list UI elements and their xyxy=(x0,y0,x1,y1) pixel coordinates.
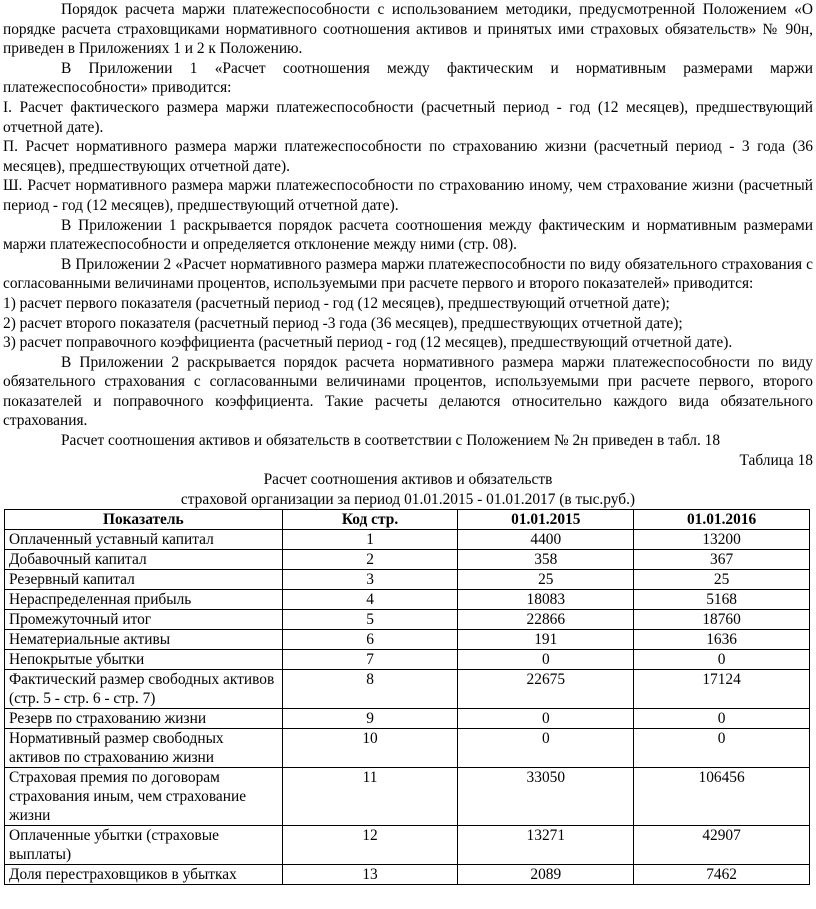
cell-indicator: Нематериальные активы xyxy=(5,630,283,650)
table-row xyxy=(5,610,810,630)
cell-2015: 358 xyxy=(458,550,634,570)
table-row xyxy=(5,590,810,610)
header-indicator: Показатель xyxy=(5,510,283,530)
cell-indicator: Фактический размер свободных активов (стр. 5 - стр. 6 - стр. 7) xyxy=(5,670,283,709)
cell-indicator: Доля перестраховщиков в убытках xyxy=(5,865,283,885)
cell-2015: 0 xyxy=(458,709,634,729)
paragraph-list-2: 2) расчет второго показателя (расчетный период -3 года (36 месяцев), предшествующих отчетной дате); xyxy=(3,314,683,332)
cell-2015: 0 xyxy=(458,650,634,670)
cell-2015: 13271 xyxy=(458,826,634,865)
table-row xyxy=(5,530,810,550)
table-row xyxy=(5,826,810,865)
cell-2015: 18083 xyxy=(458,590,634,610)
table-row xyxy=(5,550,810,570)
cell-2015: 25 xyxy=(458,570,634,590)
cell-indicator: Резерв по страхованию жизни xyxy=(5,709,283,729)
cell-code: 3 xyxy=(282,570,458,590)
cell-code: 10 xyxy=(282,729,458,768)
cell-2015: 4400 xyxy=(458,530,634,550)
table-label: Таблица 18 xyxy=(739,451,813,469)
cell-code: 7 xyxy=(282,650,458,670)
cell-2016: 106456 xyxy=(634,768,810,826)
cell-code: 13 xyxy=(282,865,458,885)
cell-2016: 18760 xyxy=(634,610,810,630)
cell-indicator: Резервный капитал xyxy=(5,570,283,590)
table-row xyxy=(5,709,810,729)
cell-code: 5 xyxy=(282,610,458,630)
cell-code: 1 xyxy=(282,530,458,550)
cell-code: 8 xyxy=(282,670,458,709)
table-title-line-1: Расчет соотношения активов и обязательств xyxy=(263,471,553,489)
cell-2015: 0 xyxy=(458,729,634,768)
table-title-line-2: страховой организации за период 01.01.2015 - 01.01.2017 (в тыс.руб.) xyxy=(180,490,636,508)
table-row xyxy=(5,650,810,670)
cell-2016: 0 xyxy=(634,729,810,768)
cell-2016: 0 xyxy=(634,650,810,670)
cell-2015: 22866 xyxy=(458,610,634,630)
cell-2016: 5168 xyxy=(634,590,810,610)
cell-code: 9 xyxy=(282,709,458,729)
header-code: Код стр. xyxy=(282,510,458,530)
cell-2016: 17124 xyxy=(634,670,810,709)
cell-code: 11 xyxy=(282,768,458,826)
cell-2016: 13200 xyxy=(634,530,810,550)
paragraph-table-reference: Расчет соотношения активов и обязательств в соответствии с Положением № 2н приведен в табл. 18 xyxy=(61,432,721,450)
header-2016: 01.01.2016 xyxy=(634,510,810,530)
paragraph-list-3: 3) расчет поправочного коэффициента (расчетный период - год (12 месяцев), предшествующий отчетной дате). xyxy=(3,334,733,352)
table-header-row xyxy=(5,510,810,530)
paragraph-item-1: I. Расчет фактического размера маржи платежеспособности (расчетный период - год (12 месяцев), предшествующий отчетной дате). xyxy=(3,98,813,136)
table-row xyxy=(5,768,810,826)
table-row xyxy=(5,630,810,650)
cell-2015: 2089 xyxy=(458,865,634,885)
header-2015: 01.01.2015 xyxy=(458,510,634,530)
table-row xyxy=(5,570,810,590)
cell-2015: 191 xyxy=(458,630,634,650)
cell-indicator: Непокрытые убытки xyxy=(5,650,283,670)
cell-indicator: Промежуточный итог xyxy=(5,610,283,630)
cell-2016: 1636 xyxy=(634,630,810,650)
paragraph-appendix-2-details: В Приложении 2 раскрывается порядок расчета нормативного размера маржи платежеспособности по виду обязательного страхования с согласованными величинами процентов, используемыми при расчете первого, второго показателей и поправочного коэффициента. Такие расчеты делаются относительно каждого вида обязательного страхования. xyxy=(3,353,813,430)
table-body xyxy=(5,530,810,885)
cell-2016: 367 xyxy=(634,550,810,570)
cell-indicator: Оплаченный уставный капитал xyxy=(5,530,283,550)
cell-code: 12 xyxy=(282,826,458,865)
ratio-table xyxy=(4,509,810,885)
cell-indicator: Оплаченные убытки (страховые выплаты) xyxy=(5,826,283,865)
paragraph-appendix-1-details: В Приложении 1 раскрывается порядок расчета соотношения между фактическим и нормативным размерами маржи платежеспособности и определяется отклонение между ними (стр. 08). xyxy=(3,216,813,254)
cell-indicator: Нормативный размер свободных активов по страхованию жизни xyxy=(5,729,283,768)
cell-2015: 33050 xyxy=(458,768,634,826)
paragraph-appendix-2: В Приложении 2 «Расчет нормативного размера маржи платежеспособности по виду обязательного страхования с согласованными величинами процентов, используемыми при расчете первого и второго показателей» приводится: xyxy=(3,255,813,293)
cell-2016: 7462 xyxy=(634,865,810,885)
paragraph-appendix-1: В Приложении 1 «Расчет соотношения между фактическим и нормативным размерами маржи платежеспособности» приводится: xyxy=(3,59,813,97)
cell-2016: 25 xyxy=(634,570,810,590)
table-row xyxy=(5,729,810,768)
paragraph-item-2: П. Расчет нормативного размера маржи платежеспособности по страхованию жизни (расчетный период - 3 года (36 месяцев), предшествующих отчетной дате). xyxy=(3,138,813,175)
paragraph-item-3: Ш. Расчет нормативного размера маржи платежеспособности по страхованию иному, чем страхование жизни (расчетный период - год (12 месяцев), предшествующий отчетной дате). xyxy=(3,177,813,214)
cell-code: 4 xyxy=(282,590,458,610)
cell-2016: 0 xyxy=(634,709,810,729)
paragraph-intro: Порядок расчета маржи платежеспособности с использованием методики, предусмотренной Положением «О порядке расчета страховщиками нормативного соотношения активов и принятых ими страховых обязательств» № 90н, приведен в Приложениях 1 и 2 к Положению. xyxy=(3,1,813,58)
paragraph-list-1: 1) расчет первого показателя (расчетный период - год (12 месяцев), предшествующий отчетной дате); xyxy=(3,294,670,312)
cell-2016: 42907 xyxy=(634,826,810,865)
table-row xyxy=(5,670,810,709)
cell-code: 6 xyxy=(282,630,458,650)
cell-indicator: Добавочный капитал xyxy=(5,550,283,570)
cell-2015: 22675 xyxy=(458,670,634,709)
cell-code: 2 xyxy=(282,550,458,570)
cell-indicator: Страховая премия по договорам страхования иным, чем страхование жизни xyxy=(5,768,283,826)
table-row xyxy=(5,865,810,885)
cell-indicator: Нераспределенная прибыль xyxy=(5,590,283,610)
